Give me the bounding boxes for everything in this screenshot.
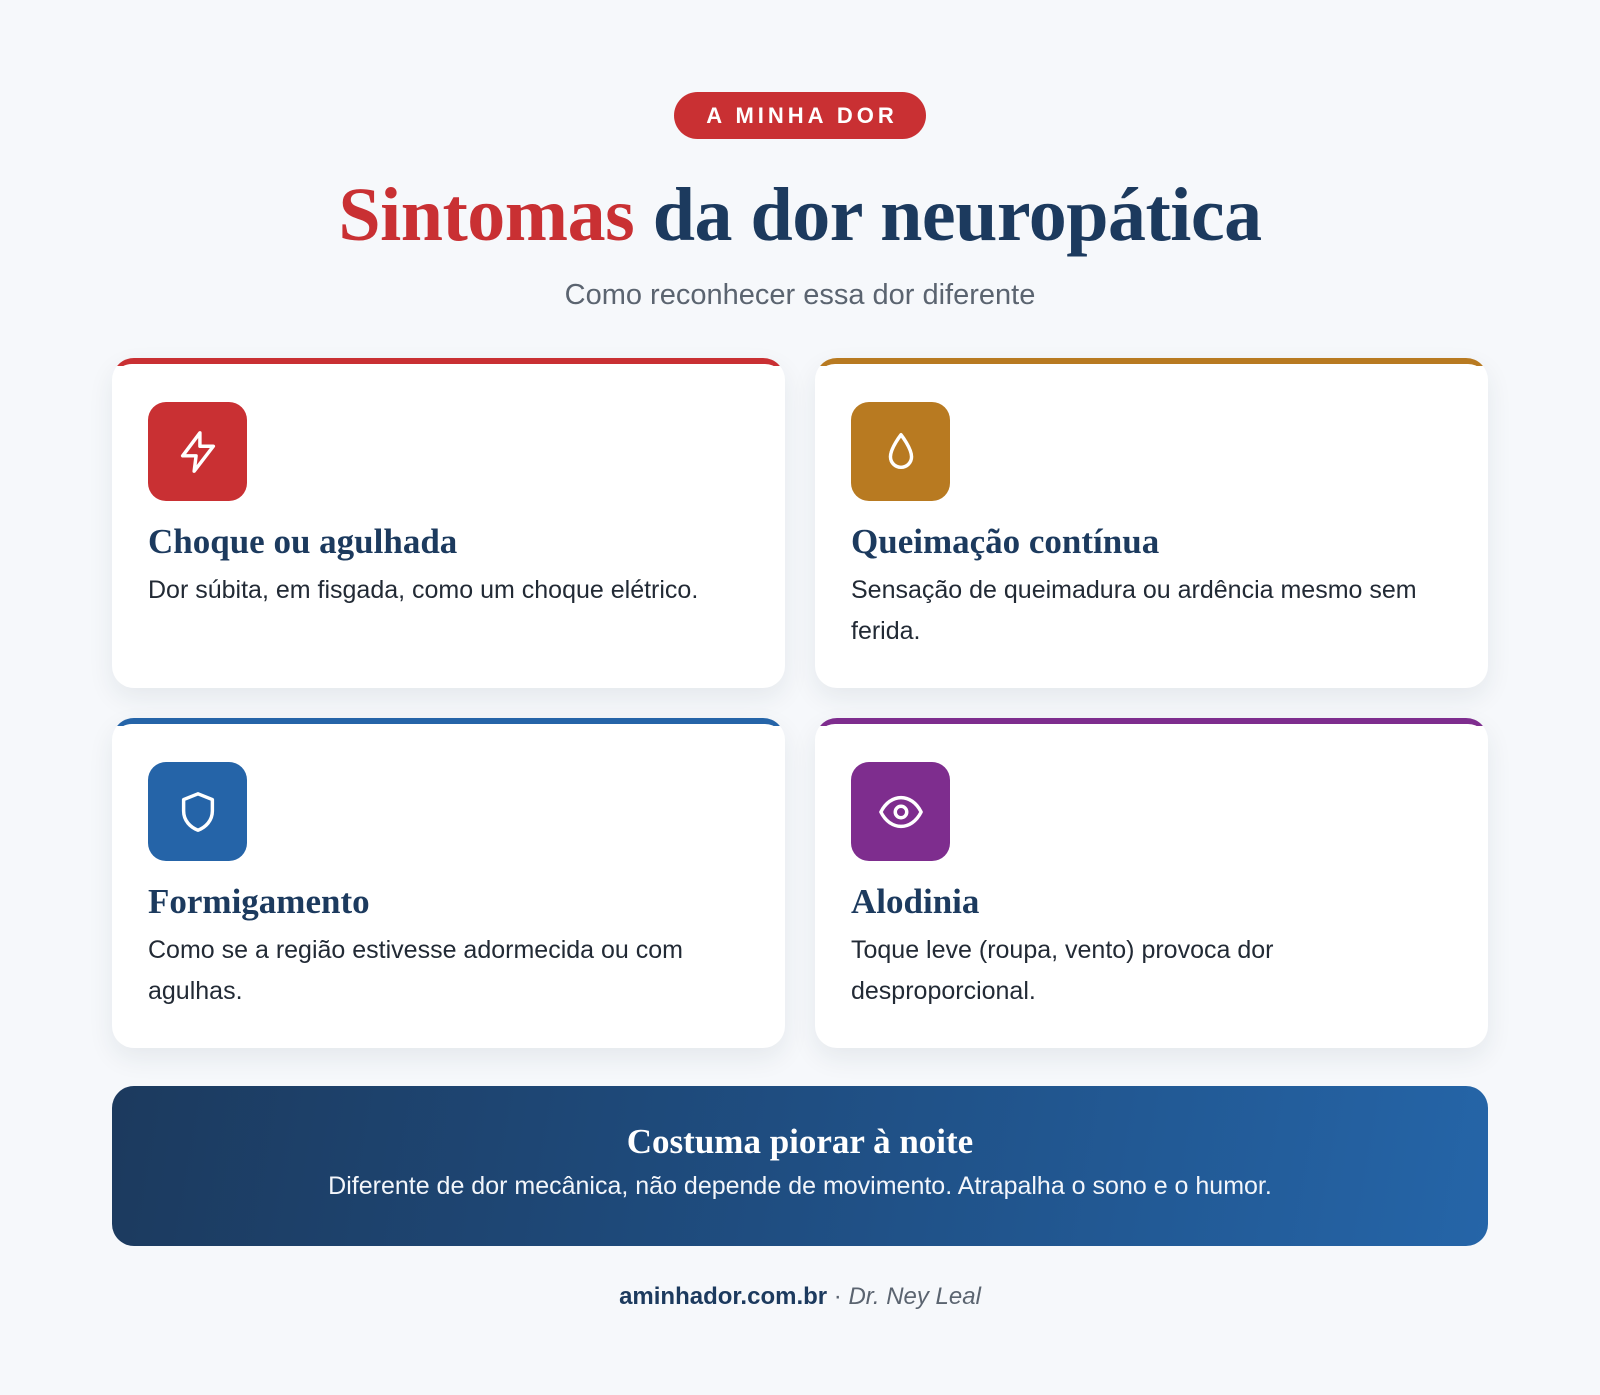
symptom-card-alodinia (815, 718, 1488, 1048)
card-accent-bar (112, 718, 785, 726)
card-description: Toque leve (roupa, vento) provoca dor desproporcional. (851, 936, 1274, 1005)
symptom-card-queimacao (815, 358, 1488, 688)
card-icon-box (148, 402, 247, 501)
card-description: Dor súbita, em fisgada, como um choque elétrico. (148, 576, 699, 604)
page-header (0, 92, 1600, 313)
symptom-card-choque (112, 358, 785, 688)
footer-author: Dr. Ney Leal (848, 1283, 981, 1310)
card-title: Choque ou agulhada (148, 522, 458, 561)
lightning-icon (175, 429, 221, 475)
shield-icon (175, 789, 221, 835)
symptom-card-formigamento (112, 718, 785, 1048)
drop-icon (878, 429, 924, 475)
category-badge: A MINHA DOR (674, 92, 925, 139)
eye-icon (878, 789, 924, 835)
card-accent-bar (815, 718, 1488, 726)
card-icon-box (851, 762, 950, 861)
footer-separator: · (827, 1283, 849, 1310)
card-accent-bar (815, 358, 1488, 366)
night-worsening-banner (112, 1086, 1488, 1246)
card-description: Como se a região estivesse adormecida ou com agulhas. (148, 936, 683, 1005)
page-footer (0, 1282, 1600, 1312)
card-title: Queimação contínua (851, 522, 1160, 561)
page-subtitle: Como reconhecer essa dor diferente (564, 279, 1036, 311)
card-description: Sensação de queimadura ou ardência mesmo sem ferida. (851, 576, 1417, 645)
card-title: Alodinia (851, 882, 980, 921)
footer-site-link[interactable]: aminhador.com.br (619, 1283, 828, 1310)
card-icon-box (148, 762, 247, 861)
banner-text: Diferente de dor mecânica, não depende de movimento. Atrapalha o sono e o humor. (328, 1172, 1272, 1200)
card-accent-bar (112, 358, 785, 366)
symptom-cards-grid (112, 358, 1488, 1048)
card-icon-box (851, 402, 950, 501)
page-title-accent: Sintomas (338, 173, 635, 257)
card-title: Formigamento (148, 882, 370, 921)
banner-title: Costuma piorar à noite (626, 1122, 974, 1161)
page-title-rest: da dor neuropática (634, 173, 1262, 257)
page-title (0, 173, 1600, 257)
